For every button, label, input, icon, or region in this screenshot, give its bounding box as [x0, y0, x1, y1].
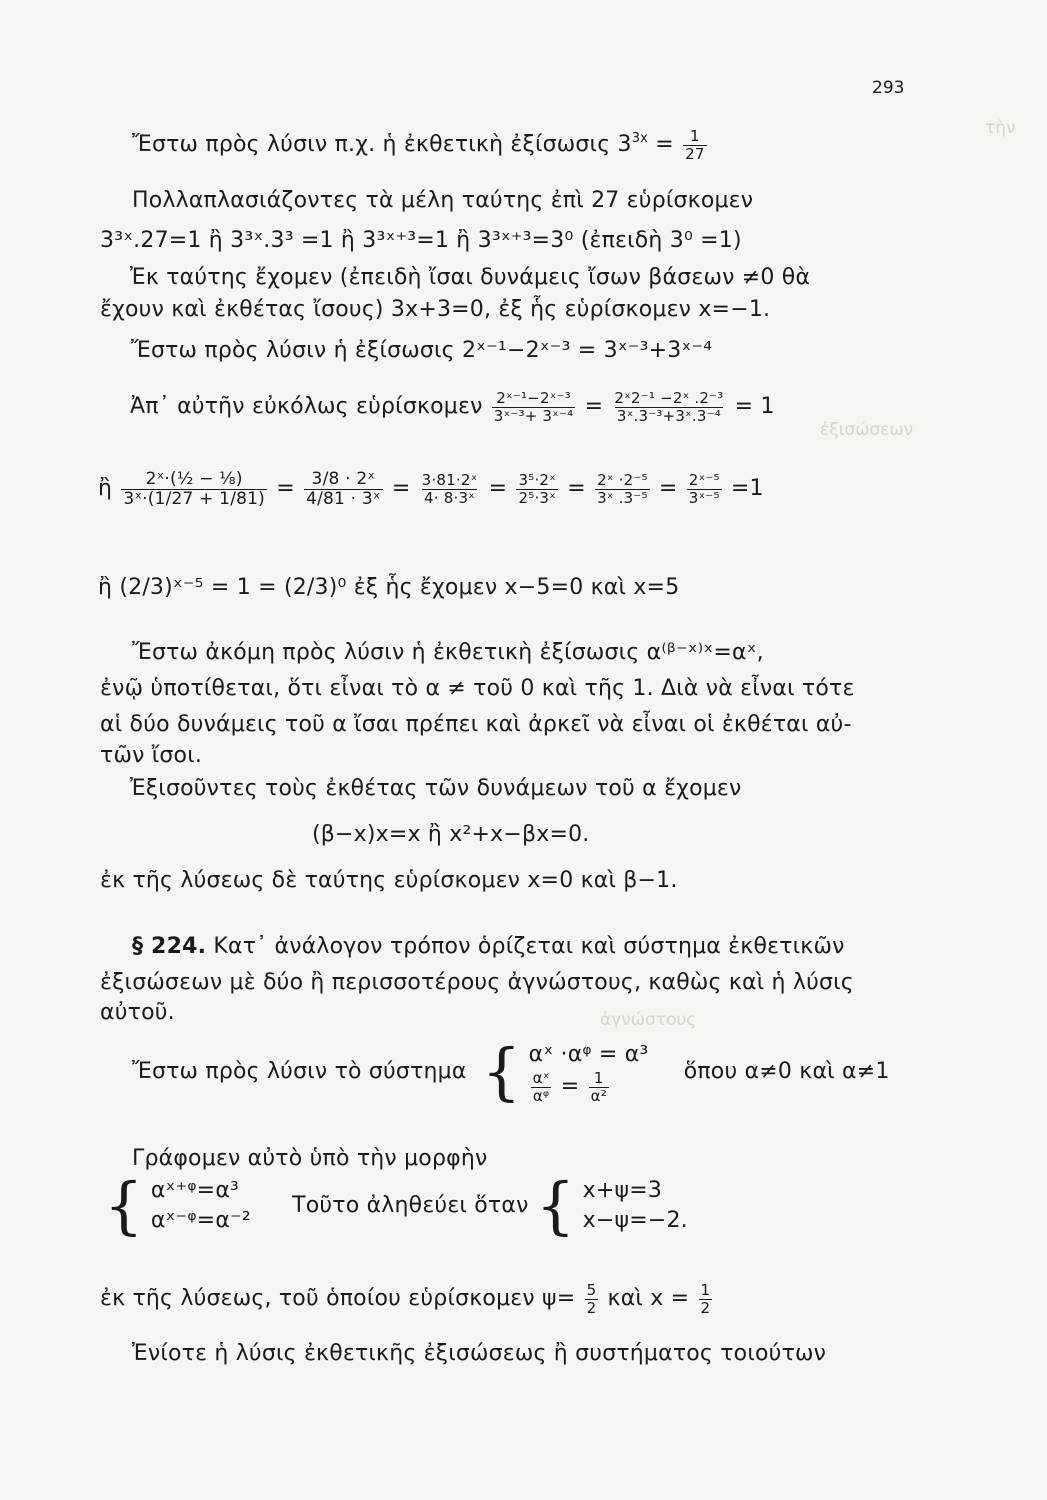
system-line-2: { αˣ⁺ᵠ=α³ αˣ⁻ᵠ=α⁻² Τοῦτο ἀληθεύει ὅταν { x+ψ=3 x−ψ=−2.: [104, 1169, 688, 1242]
section-number: § 224.: [132, 934, 207, 959]
text-line-9: ἢ (2/3)ˣ⁻⁵ = 1 = (2/3)⁰ ἐξ ἧς ἔχομεν x−5=0 καὶ x=5: [98, 575, 680, 600]
text-line-19: αὐτοῦ.: [100, 1000, 175, 1025]
bleed-text-1: τὴν: [985, 118, 1016, 138]
brace-icon: {: [481, 1035, 522, 1108]
text-line-8: ἢ $\frac{\text{2ˣ·(½ − ⅛)}}{\text{3ˣ·(1/27 + 1/81)}}$ = $\frac{\text{3/8 · 2ˣ}}{\text{4/81 · 3ˣ}}$ = $\frac{\text{3·81·2ˣ}}{\text{4· 8·3ˣ}}$ = $\frac{\text{3⁵·2ˣ}}{\text{2⁵·3ˣ}}$ = $\frac{\text{2ˣ ·2⁻⁵}}{\text{3ˣ .3⁻⁵}}$ = $\frac{\text{2ˣ⁻⁵}}{\text{3ˣ⁻⁵}}$ =1: [98, 469, 764, 509]
text-line-16: ἐκ τῆς λύσεως δὲ ταύτης εὑρίσκομεν x=0 καὶ β−1.: [100, 868, 678, 893]
text-line-6: Ἔστω πρὸς λύσιν ἡ ἐξίσωσις 2ˣ⁻¹−2ˣ⁻³ = 3ˣ⁻³+3ˣ⁻⁴: [131, 338, 713, 363]
text-line-1: Ἔστω πρὸς λύσιν π.χ. ἡ ἐκθετικὴ ἐξίσωσις $3^{3x}$ = $\frac{1}{27}$: [132, 127, 705, 163]
text-line-21: Γράφομεν αὐτὸ ὑπὸ τὴν μορφὴν: [132, 1146, 488, 1171]
system-line-1: Ἔστω πρὸς λύσιν τὸ σύστημα { αˣ ·αᵠ = α³ $\frac{\text{αˣ}}{\text{αᵠ}}$ = $\frac{1}{\text{α²}}$ ὅπου α≠0 καὶ α≠1: [132, 1035, 890, 1108]
brace-icon-3: {: [535, 1169, 576, 1242]
section-224-line: § 224. Κατ᾽ ἀνάλογον τρόπον ὁρίζεται καὶ σύστημα ἐκθετικῶν: [132, 934, 845, 959]
text-line-3: 3³ˣ.27=1 ἢ 3³ˣ.3³ =1 ἢ 3³ˣ⁺³=1 ἢ 3³ˣ⁺³=3⁰ (ἐπειδὴ 3⁰ =1): [100, 228, 742, 253]
brace-icon-2: {: [104, 1169, 144, 1242]
text-line-13: τῶν ἴσοι.: [100, 743, 203, 768]
bleed-text-2: ἐξισώσεων: [820, 420, 914, 440]
text-line-4: Ἐκ ταύτης ἔχομεν (ἐπειδὴ ἴσαι δυνάμεις ἴσων βάσεων ≠0 θὰ: [130, 265, 811, 290]
text-line-5: ἔχουν καὶ ἐκθέτας ἴσους) 3x+3=0, ἐξ ἧς εὑρίσκομεν x=−1.: [100, 297, 771, 322]
text-line-12: αἱ δύο δυνάμεις τοῦ α ἴσαι πρέπει καὶ ἀρκεῖ νὰ εἶναι οἱ ἐκθέται αὐ-: [100, 712, 852, 737]
text-line-24: Ἐνίοτε ἡ λύσις ἐκθετικῆς ἐξισώσεως ἢ συστήματος τοιούτων: [132, 1341, 827, 1366]
text-line-23: ἐκ τῆς λύσεως, τοῦ ὁποίου εὑρίσκομεν ψ= $\frac{5}{2}$ καὶ x = $\frac{1}{2}$: [100, 1281, 711, 1317]
text-line-11: ἐνῷ ὑποτίθεται, ὅτι εἶναι τὸ α ≠ τοῦ 0 καὶ τῆς 1. Διὰ νὰ εἶναι τότε: [100, 676, 855, 701]
bleed-text-3: ἀγνώστους: [600, 1010, 697, 1030]
text-line-18: ἐξισώσεων μὲ δύο ἢ περισσοτέρους ἀγνώστους, καθὼς καὶ ἡ λύσις: [100, 970, 854, 995]
text-line-15: (β−x)x=x ἢ x²+x−βx=0.: [312, 822, 590, 847]
page-number: 293: [872, 78, 905, 98]
text-line-7: Ἀπ᾽ αὐτῆν εὐκόλως εὑρίσκομεν $\frac{\text{2ˣ⁻¹−2ˣ⁻³}}{\text{3ˣ⁻³+ 3ˣ⁻⁴}}$ = $\frac{\text{2ˣ2⁻¹ −2ˣ .2⁻³}}{\text{3ˣ.3⁻³+3ˣ.3⁻⁴}}$ = 1: [130, 389, 775, 425]
text-line-2: Πολλαπλασιάζοντες τὰ μέλη ταύτης ἐπὶ 27 εὑρίσκομεν: [132, 188, 754, 213]
text-line-14: Ἐξισοῦντες τοὺς ἐκθέτας τῶν δυνάμεων τοῦ α ἔχομεν: [130, 776, 742, 801]
text-line-10: Ἔστω ἀκόμη πρὸς λύσιν ἡ ἐκθετικὴ ἐξίσωσις α⁽ᵝ⁻ˣ⁾ˣ=αˣ,: [132, 640, 764, 665]
